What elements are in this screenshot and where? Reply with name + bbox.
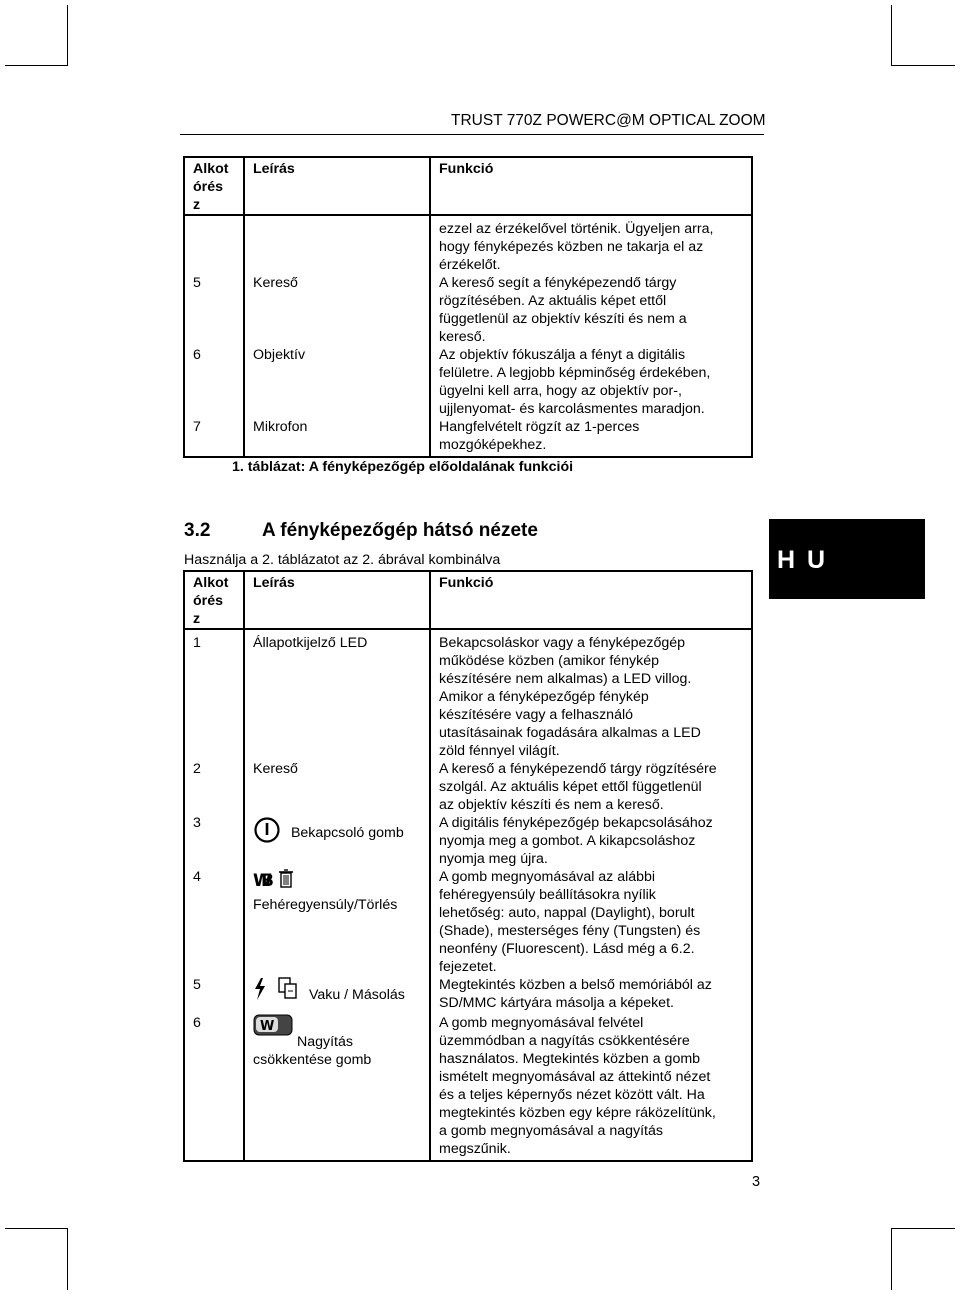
row-desc <box>244 976 430 1014</box>
row-func: A kereső segít a fényképezendő tárgy rögzítésében. Az aktuális képet ettől függetlenül az objektív készíti és nem a kereső. <box>430 274 752 346</box>
row-desc-label: Fehéregyensúly/Törlés <box>253 897 398 913</box>
table-row <box>184 1014 752 1161</box>
row-num: 2 <box>184 760 244 814</box>
row-num: 3 <box>184 814 244 868</box>
table-header-func: Funkció <box>430 157 752 215</box>
crop-mark <box>67 5 68 66</box>
row-desc-label: Bekapcsoló gomb <box>290 825 404 841</box>
crop-mark <box>67 1228 68 1290</box>
table-header-desc: Leírás <box>244 157 430 215</box>
row-num: 5 <box>184 976 244 1014</box>
crop-mark <box>891 65 955 66</box>
row-func: A gomb megnyomásával felvétel üzemmódban a nagyítás csökkentésére használatos. Megtekintés közben a gomb ismételt megnyomásával az áttekintő nézet és a teljes képernyős nézet között vált. Ha megtekintés közben egy képre ráközelítünk, a gomb megnyomásával a nagyítás megszűnik. <box>430 1014 752 1161</box>
row-desc <box>244 1014 430 1161</box>
row-num: 4 <box>184 868 244 976</box>
row-desc: Objektív <box>244 346 430 418</box>
row-desc <box>244 868 430 976</box>
table-header-num: Alkot órés z <box>184 571 244 629</box>
row-desc: Állapotkijelző LED <box>244 629 430 760</box>
row-num: 7 <box>184 418 244 457</box>
row-desc-label: Nagyítás csökkentése gomb <box>253 1034 372 1068</box>
table-row <box>184 814 752 868</box>
svg-text:W: W <box>260 1019 275 1034</box>
section-number: 3.2 <box>184 520 211 541</box>
table-row <box>184 418 752 457</box>
row-func: A gomb megnyomásával az alábbi fehéregyensúly beállításokra nyílik lehetőség: auto, nappal (Daylight), borult (Shade), mesterséges fény (Tungsten) és neonfény (Fluorescent). Lásd még a 6.2. fejezetet. <box>430 868 752 976</box>
table-row <box>184 215 752 274</box>
table-header-num: Alkot órés z <box>184 157 244 215</box>
wb-trash-icon <box>253 868 426 894</box>
language-tab <box>769 519 925 599</box>
row-num: 6 <box>184 1014 244 1161</box>
row-num <box>184 215 244 274</box>
row-num: 5 <box>184 274 244 346</box>
table-row <box>184 868 752 976</box>
svg-text:WB: WB <box>253 871 274 890</box>
table-row <box>184 976 752 1014</box>
flash-copy-icon <box>253 976 305 1007</box>
row-func: Megtekintés közben a belső memóriából az SD/MMC kártyára másolja a képeket. <box>430 976 752 1014</box>
row-desc: Kereső <box>244 274 430 346</box>
row-num: 1 <box>184 629 244 760</box>
table-back-functions <box>183 570 753 1162</box>
section-intro: Használja a 2. táblázatot az 2. ábrával kombinálva <box>184 552 501 568</box>
row-func: Bekapcsoláskor vagy a fényképezőgép működése közben (amikor fénykép készítésére nem alkalmas) a LED villog. Amikor a fényképezőgép fénykép készítésére vagy a felhasználó utasításainak fogadására alkalmas a LED zöld fénnyel világít. <box>430 629 752 760</box>
row-func: A digitális fényképezőgép bekapcsolásához nyomja meg a gombot. A kikapcsoláshoz nyomja meg újra. <box>430 814 752 868</box>
crop-mark <box>5 65 67 66</box>
page-number: 3 <box>752 1174 761 1190</box>
language-tab-label: HU <box>777 546 838 574</box>
table-header-desc: Leírás <box>244 571 430 629</box>
table-row <box>184 760 752 814</box>
table-row <box>184 629 752 760</box>
table-front-functions <box>183 156 753 458</box>
row-desc-label: Vaku / Másolás <box>308 987 405 1003</box>
power-icon <box>253 816 281 849</box>
row-desc <box>244 814 430 868</box>
crop-mark <box>5 1228 67 1229</box>
zoom-w-icon <box>253 1014 295 1043</box>
row-desc <box>244 215 430 274</box>
crop-mark <box>891 5 892 66</box>
row-func: Az objektív fókuszálja a fényt a digitális felületre. A legjobb képminőség érdekében, ügyelni kell arra, hogy az objektív por-, ujjlenyomat- és karcolásmentes maradjon. <box>430 346 752 418</box>
section-title: A fényképezőgép hátsó nézete <box>262 520 538 541</box>
row-num: 6 <box>184 346 244 418</box>
row-desc: Kereső <box>244 760 430 814</box>
row-desc: Mikrofon <box>244 418 430 457</box>
table-header-func: Funkció <box>430 571 752 629</box>
row-func: Hangfelvételt rögzít az 1-perces mozgóképekhez. <box>430 418 752 457</box>
running-header: TRUST 770Z POWERC@M OPTICAL ZOOM <box>451 112 766 129</box>
header-rule <box>180 134 764 135</box>
row-func: A kereső a fényképezendő tárgy rögzítésére szolgál. Az aktuális képet ettől függetlenül az objektív készíti és nem a kereső. <box>430 760 752 814</box>
table-row <box>184 274 752 346</box>
crop-mark <box>891 1228 892 1290</box>
row-func: ezzel az érzékelővel történik. Ügyeljen arra, hogy fényképezés közben ne takarja el az érzékelőt. <box>430 215 752 274</box>
table-row <box>184 346 752 418</box>
crop-mark <box>891 1228 955 1229</box>
table-caption: 1. táblázat: A fényképezőgép előoldalának funkciói <box>232 459 574 475</box>
